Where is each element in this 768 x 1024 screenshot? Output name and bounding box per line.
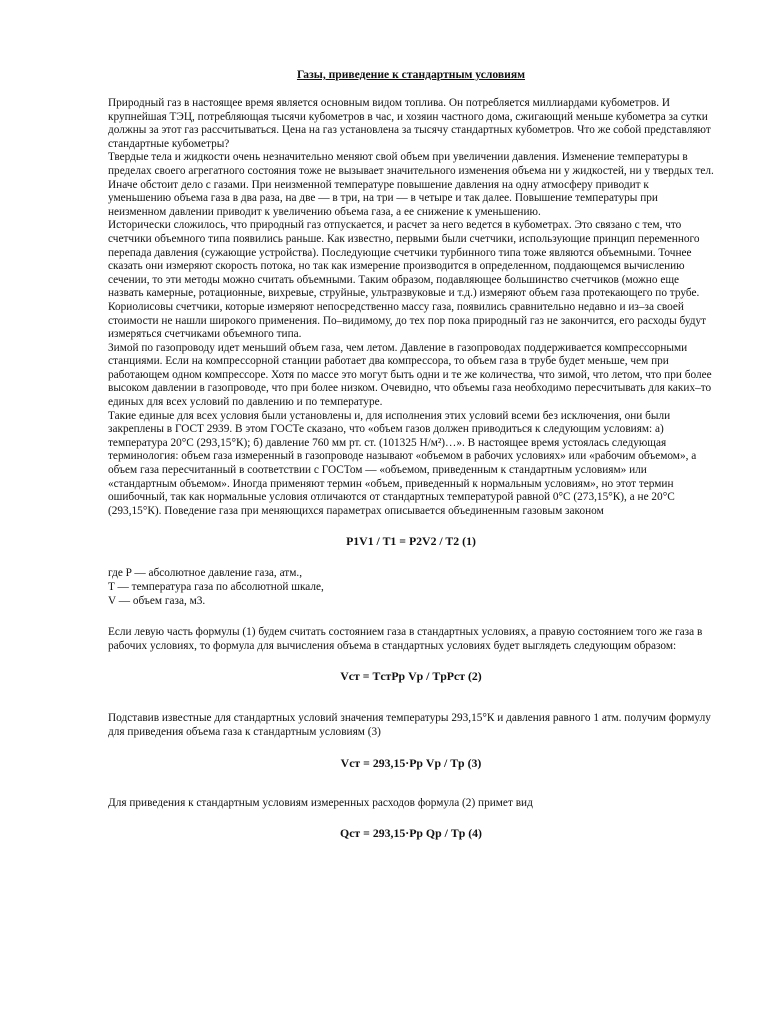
paragraph-substitution: Подставив известные для стандартных условий значения температуры 293,15°К и давления равного 1 атм. получим формулу для приведения объема газа к стандартным условиям (3) bbox=[108, 712, 711, 738]
document-title: Газы, приведение к стандартным условиям bbox=[296, 68, 526, 81]
formula-3: Vст = 293,15·Pр Vр / Tр (3) bbox=[340, 755, 482, 770]
paragraph-gost: Такие единые для всех условия были установлены и, для исполнения этих условий всеми без исключения, они были закреплены в ГОСТ 2939. В этом ГОСТе сказано, что «объем газов должен приводиться к следующим условиям: а) температура 20°С (293,15°К); б) давление 760 мм рт. ст. (101325 Н/м²)…». В настоящее время устоялась следующая терминология: объем газа измеренный в газопроводе называют «объемом в рабочих условиях» или «рабочим объемом», а объем газа пересчитанный в соответствии с ГОСТом — «объемом, приведенным к стандартным условиям» или «стандартным объемом». Иногда применяют термин «объем, приведенный к нормальным условиям», но этот термин ошибочный, так как нормальные условия отличаются от стандартных температурой равной 0°С (273,15°К), а не 20°С (293,15°К). Поведение газа при меняющихся параметрах описывается объединенным газовым законом bbox=[108, 409, 697, 517]
paragraph-winter: Зимой по газопроводу идет меньший объем газа, чем летом. Давление в газопроводах поддерживается компрессорными станциями. Если на компрессорной станции работает два компрессора, то объем газа в трубе будет меньше, чем при работающем одном компрессоре. Хотя по массе это могут быть одни и те же количества, что зимой, что летом, что при более высоком давлении в газопроводе, что при более низком. Очевидно, что объемы газа необходимо пересчитывать для каких–то единых для всех условий по давлению и по температуре. bbox=[108, 341, 712, 409]
paragraph-standard-conditions: Если левую часть формулы (1) будем считать состоянием газа в стандартных условиях, а правую состоянием того же газа в рабочих условиях, то формула для вычисления объема в стандартных условиях будет выглядеть следующим образом: bbox=[108, 626, 703, 652]
definitions-list bbox=[108, 567, 714, 608]
paragraph-history: Исторически сложилось, что природный газ отпускается, и расчет за него ведется в кубометрах. Это связано с тем, что счетчики объемного типа появились раньше. Как известно, первыми были счетчики, использующие принцип переменного перепада давления (сужающие устройства). Последующие счетчики турбинного типа тоже являются объемными. Точнее сказать они измеряют скорость потока, но так как измерение производится в определенном, поддающемся вычислению сечении, то эти методы можно считать объемными. Таким образом, подавляющее большинство счетчиков (можно еще назвать камерные, ротационные, вихревые, струйные, ультразвуковые и т.д.) измеряют объем газа протекающего по трубе. Кориолисовы счетчики, которые измеряют непосредственно массу газа, появились сравнительно недавно и из–за своей стоимости не нашли широкого применения. По–видимому, до тех пор пока природный газ не закончится, его расходы будут измеряться счетчиками объемного типа. bbox=[108, 219, 707, 341]
formula-1: P1V1 / T1 = P2V2 / T2 (1) bbox=[346, 534, 476, 549]
definition-v: V — объем газа, м3. bbox=[108, 594, 206, 607]
paragraph-solids-liquids: Твердые тела и жидкости очень незначительно меняют свой объем при увеличении давления. Изменение температуры в пределах своего агрегатного состояния тоже не вызывает значительного изменения объема ни у жидкостей, ни у твердых тел. Иначе обстоит дело с газами. При неизменной температуре повышение давления на одну атмосферу приводит к уменьшению объема газа в два раза, на две — в три, на три — в четыре и так далее. Повышение температуры при неизменном давлении приводит к увеличению объема газа, а ее снижение к уменьшению. bbox=[108, 151, 714, 218]
paragraph-intro: Природный газ в настоящее время является основным видом топлива. Он потребляется миллиардами кубометров. И крупнейшая ТЭЦ, потребляющая тысячи кубометров в час, и хозяин частного дома, сжигающий меньше кубометра за сутки должны за этот газ рассчитываться. Цена на газ установлена за тысячу стандартных кубометров. Что же собой представляют стандартные кубометры? bbox=[108, 97, 711, 150]
definition-t: T — температура газа по абсолютной шкале, bbox=[108, 581, 324, 593]
formula-2: Vст = TстPр Vр / TрPст (2) bbox=[340, 669, 482, 684]
document-page bbox=[108, 68, 714, 841]
formula-4: Qст = 293,15·Pр Qр / Tр (4) bbox=[340, 826, 482, 841]
definition-p: где P — абсолютное давление газа, атм., bbox=[108, 567, 303, 580]
paragraph-flow: Для приведения к стандартным условиям измеренных расходов формула (2) примет вид bbox=[108, 796, 533, 809]
